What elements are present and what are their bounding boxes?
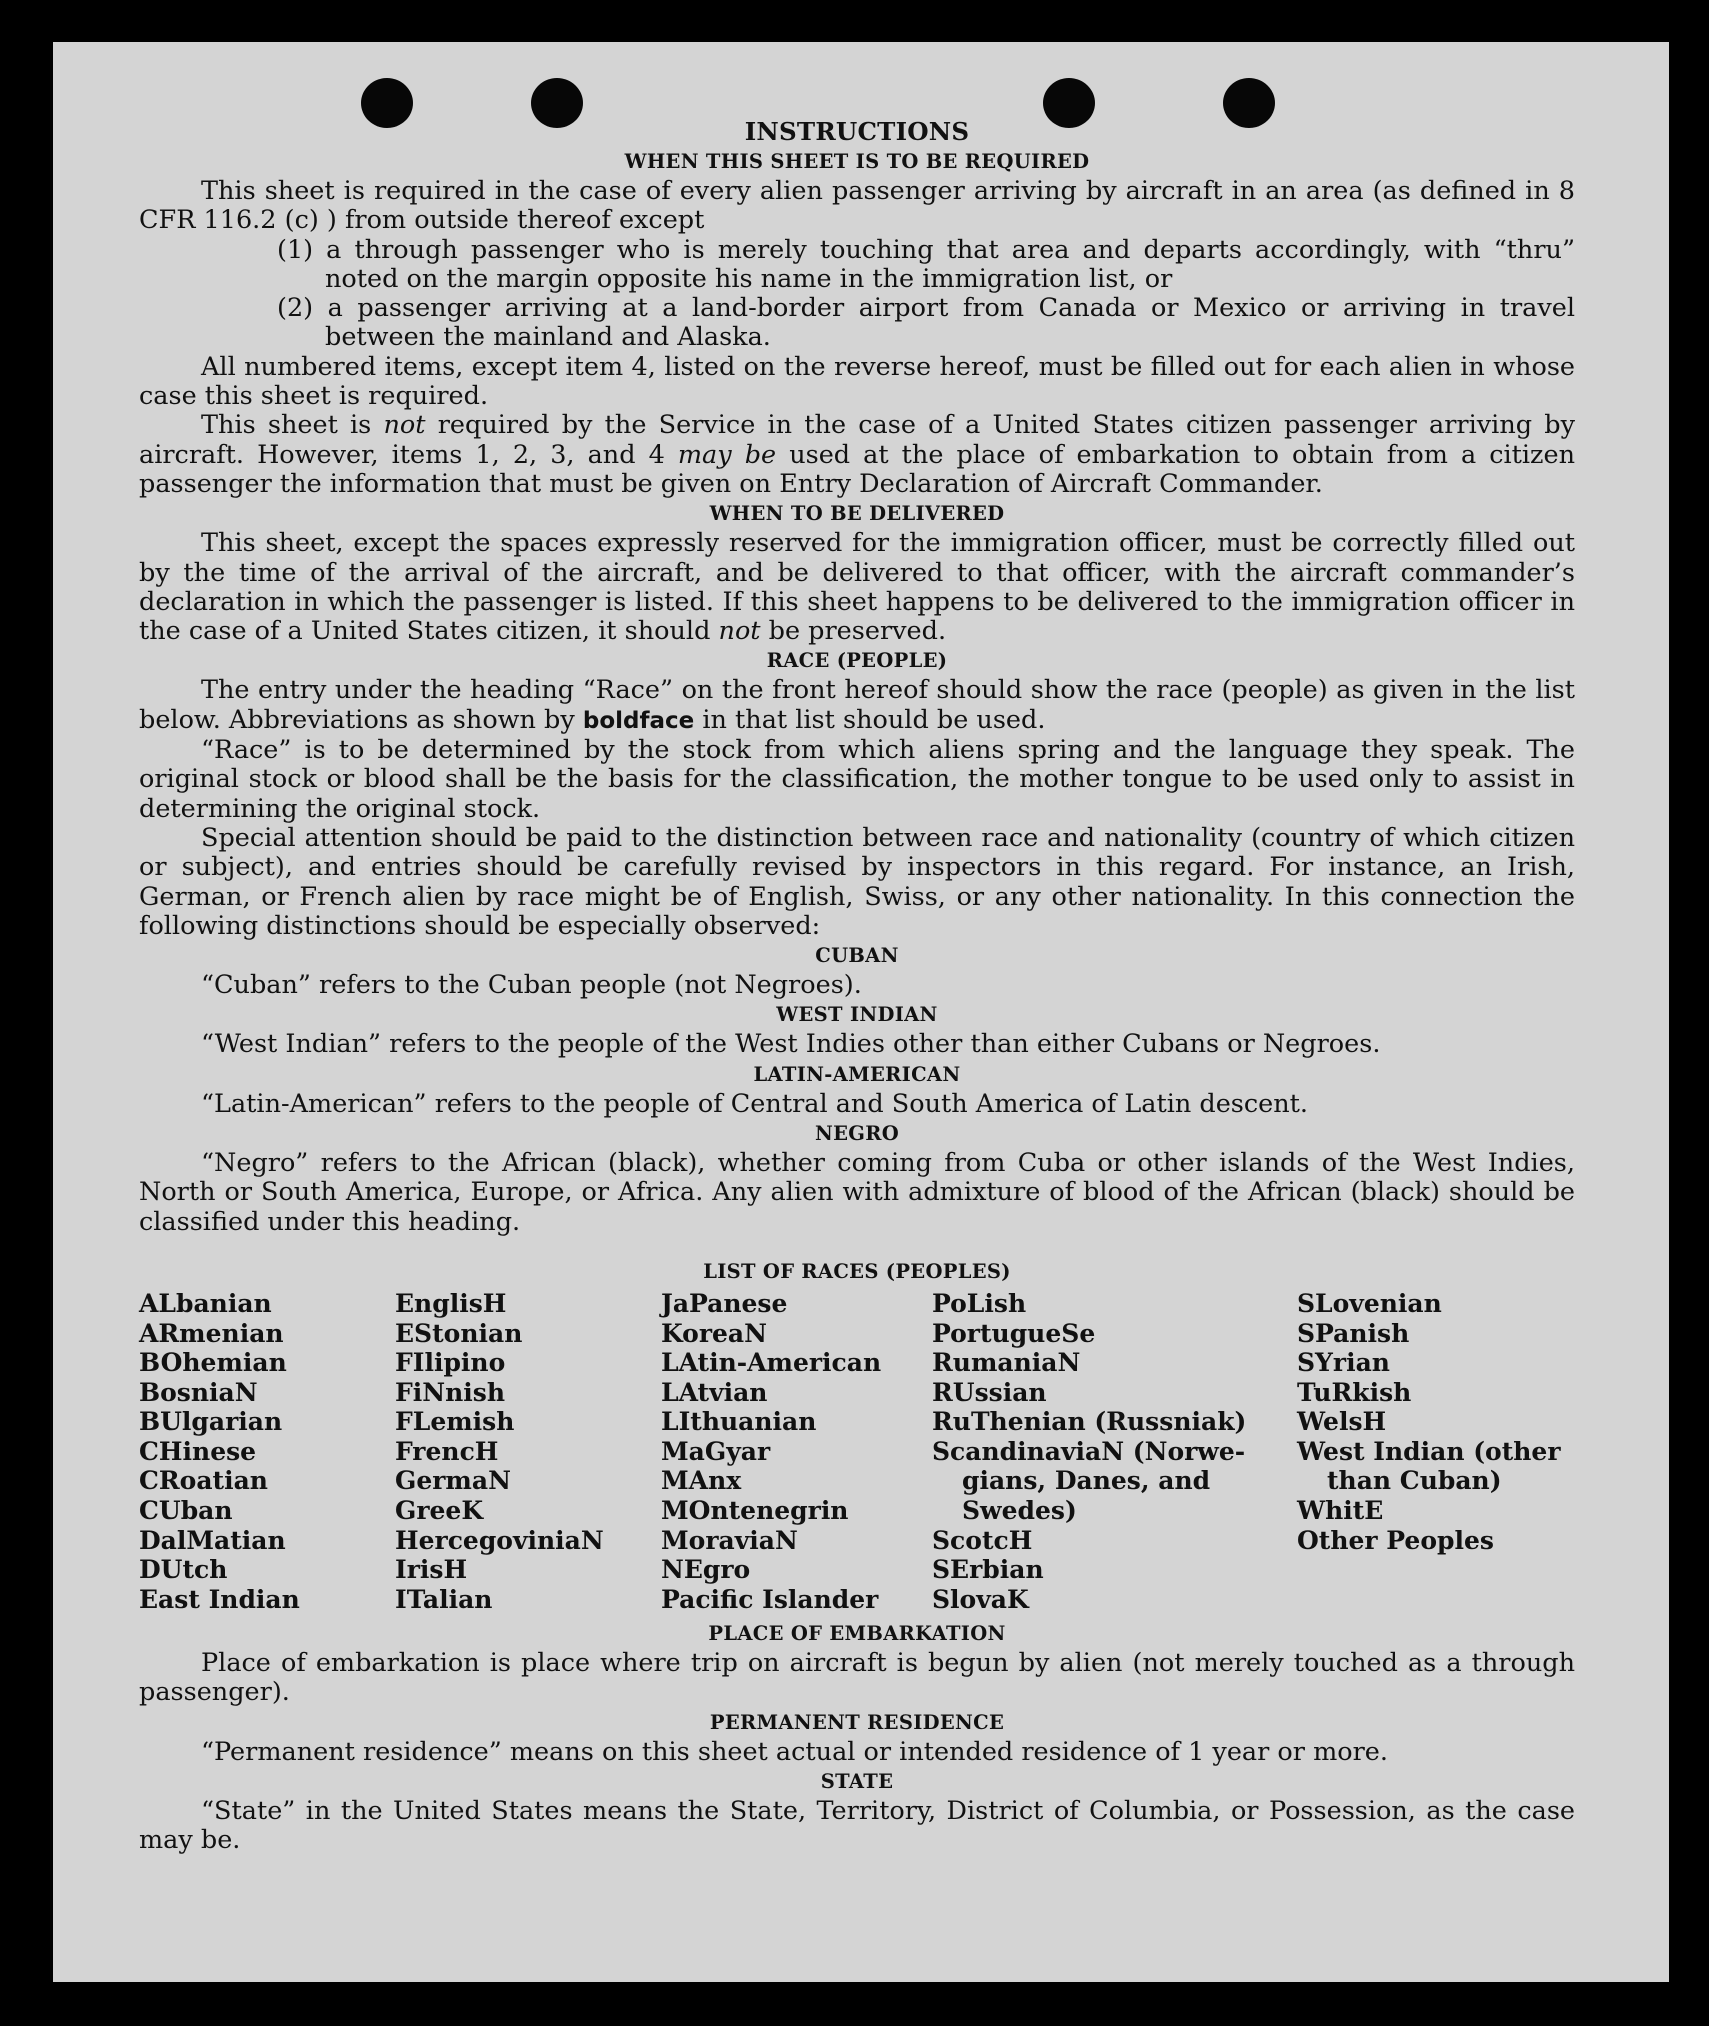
race-item: FiNnish <box>395 1377 506 1407</box>
text-state: “State” in the United States means the State, Territory, District of Columbia, or Possession, as the case may be. <box>139 1795 1575 1856</box>
race-item: MaGyar <box>661 1436 771 1466</box>
race-item: HercegoviniaN <box>395 1525 604 1555</box>
race-item: DUtch <box>139 1555 228 1585</box>
race-item: RumaniaN <box>932 1348 1081 1378</box>
races-column-2 <box>395 1289 604 1615</box>
race-item: WhitE <box>1297 1496 1384 1526</box>
heading-when-required: WHEN THIS SHEET IS TO BE REQUIRED <box>624 150 1090 173</box>
race-item: LAtvian <box>661 1377 768 1407</box>
race-item: EStonian <box>395 1318 523 1348</box>
race-item: DalMatian <box>139 1525 286 1555</box>
race-item: CUban <box>139 1496 233 1526</box>
race-item: Other Peoples <box>1297 1525 1494 1555</box>
text-cuban: “Cuban” refers to the Cuban people (not Negroes). <box>201 970 862 1001</box>
race-item: TuRkish <box>1297 1377 1412 1407</box>
paragraph-race-nationality: Special attention should be paid to the distinction between race and nationality (country of which citizen or subject), and entries should be carefully revised by inspectors in this regard. For instance, an Irish, German, or French alien by race might be of English, Swiss, or any other nationality. In this connection the following distinctions should be especially observed: <box>139 822 1575 941</box>
races-list <box>139 1289 1575 1619</box>
heading-latin-american: LATIN-AMERICAN <box>753 1062 961 1086</box>
race-item: BUlgarian <box>139 1407 283 1437</box>
race-item: FIlipino <box>395 1348 506 1378</box>
race-item: CRoatian <box>139 1466 268 1496</box>
page-title: INSTRUCTIONS <box>744 117 970 146</box>
race-item: than Cuban) <box>1327 1466 1502 1496</box>
races-column-3 <box>661 1289 881 1615</box>
text-negro: “Negro” refers to the African (black), whether coming from Cuba or other islands of the West Indies, North or South America, Europe, or Africa. Any alien with admixture of blood of the African (black) should be classified under this heading. <box>139 1148 1575 1237</box>
paragraph-race-entry: The entry under the heading “Race” on the front hereof should show the race (people) as given in the list below. Abbreviations as shown by boldface in that list should be used. <box>139 675 1575 735</box>
heading-place-of-embarkation: PLACE OF EMBARKATION <box>708 1621 1006 1645</box>
race-item: KoreaN <box>661 1318 767 1348</box>
race-item: EnglisH <box>395 1288 507 1318</box>
race-item: Swedes) <box>962 1496 1077 1526</box>
race-item: BosniaN <box>139 1377 258 1407</box>
text-permanent-residence: “Permanent residence” means on this sheet actual or intended residence of 1 year or more. <box>201 1736 1388 1767</box>
document-sheet <box>53 42 1669 1982</box>
races-column-1 <box>139 1289 300 1615</box>
race-item: ARmenian <box>139 1318 284 1348</box>
heading-negro: NEGRO <box>814 1122 900 1146</box>
race-item: ScandinaviaN (Norwe- <box>932 1436 1246 1466</box>
paragraph-race-stock: “Race” is to be determined by the stock from which aliens spring and the language they speak. The original stock or blood shall be the basis for the classification, the mother tongue to be used only to assist in determining the original stock. <box>139 735 1575 824</box>
race-item: MAnx <box>661 1466 742 1496</box>
text-latin-american: “Latin-American” refers to the people of Central and South America of Latin descent. <box>201 1088 1309 1119</box>
text-place-of-embarkation: Place of embarkation is place where trip on aircraft is begun by alien (not merely touched as a through passenger). <box>139 1647 1575 1708</box>
race-item: CHinese <box>139 1436 257 1466</box>
heading-permanent-residence: PERMANENT RESIDENCE <box>709 1710 1005 1734</box>
race-item: WelsH <box>1297 1407 1387 1437</box>
race-item: LIthuanian <box>661 1407 817 1437</box>
race-item: ALbanian <box>139 1288 272 1318</box>
races-column-5 <box>1297 1289 1561 1555</box>
race-item: MoraviaN <box>661 1525 798 1555</box>
race-item: LAtin-American <box>661 1348 882 1378</box>
race-item: ITalian <box>395 1584 493 1614</box>
race-item: PoLish <box>932 1288 1027 1318</box>
race-item: ScotcH <box>932 1525 1033 1555</box>
race-item: NEgro <box>661 1555 751 1585</box>
race-item: GreeK <box>395 1496 484 1526</box>
race-item: SlovaK <box>932 1584 1029 1614</box>
exception-1: (1) a through passenger who is merely touching that area and departs accordingly, with “thru” noted on the margin opposite his name in the immigration list, or <box>277 234 1575 294</box>
race-item: FLemish <box>395 1407 515 1437</box>
race-item: JaPanese <box>661 1288 788 1318</box>
paragraph-citizen: This sheet is not required by the Service in the case of a United States citizen passenger arriving by aircraft. However, items 1, 2, 3, and 4 may be used at the place of embarkation to obtain from a citizen passenger the information that must be given on Entry Declaration of Aircraft Commander. <box>139 410 1576 499</box>
race-item: MOntenegrin <box>661 1496 849 1526</box>
heading-list-of-races: LIST OF RACES (PEOPLES) <box>703 1259 1011 1283</box>
heading-state: STATE <box>820 1769 894 1793</box>
race-item: SErbian <box>932 1555 1044 1585</box>
race-item: RuThenian (Russniak) <box>932 1407 1247 1437</box>
race-item: PortugueSe <box>932 1318 1096 1348</box>
heading-race: RACE (PEOPLE) <box>766 649 948 673</box>
heading-cuban: CUBAN <box>815 944 899 968</box>
paragraph-required: This sheet is required in the case of every alien passenger arriving by aircraft in an area (as defined in 8 CFR 116.2 (c) ) from outside thereof except <box>139 176 1575 236</box>
race-item: SYrian <box>1297 1348 1390 1378</box>
race-item: IrisH <box>395 1555 468 1585</box>
text-west-indian: “West Indian” refers to the people of the West Indies other than either Cubans or Negroes. <box>201 1029 1381 1060</box>
races-column-4 <box>932 1289 1246 1615</box>
race-item: RUssian <box>932 1377 1047 1407</box>
race-item: SPanish <box>1297 1318 1410 1348</box>
race-item: BOhemian <box>139 1348 287 1378</box>
race-item: GermaN <box>395 1466 511 1496</box>
paragraph-delivered: This sheet, except the spaces expressly reserved for the immigration officer, must be correctly filled out by the time of the arrival of the aircraft, and be delivered to that officer, with the aircraft commander’s declaration in which the passenger is listed. If this sheet happens to be delivered to the immigration officer in the case of a United States citizen, it should not be preserved. <box>139 528 1575 647</box>
instructions-content <box>139 112 1575 1855</box>
race-item: West Indian (other <box>1297 1436 1561 1466</box>
race-item: East Indian <box>139 1584 300 1614</box>
heading-when-delivered: WHEN TO BE DELIVERED <box>709 502 1005 526</box>
race-item: gians, Danes, and <box>962 1466 1211 1496</box>
race-item: FrencH <box>395 1436 499 1466</box>
race-item: SLovenian <box>1297 1288 1442 1318</box>
paragraph-numbered-items: All numbered items, except item 4, listed on the reverse hereof, must be filled out for each alien in whose case this sheet is required. <box>139 351 1575 412</box>
race-item: Pacific Islander <box>661 1584 879 1614</box>
exception-2: (2) a passenger arriving at a land-border airport from Canada or Mexico or arriving in travel between the mainland and Alaska. <box>277 293 1575 353</box>
heading-west-indian: WEST INDIAN <box>776 1003 938 1027</box>
